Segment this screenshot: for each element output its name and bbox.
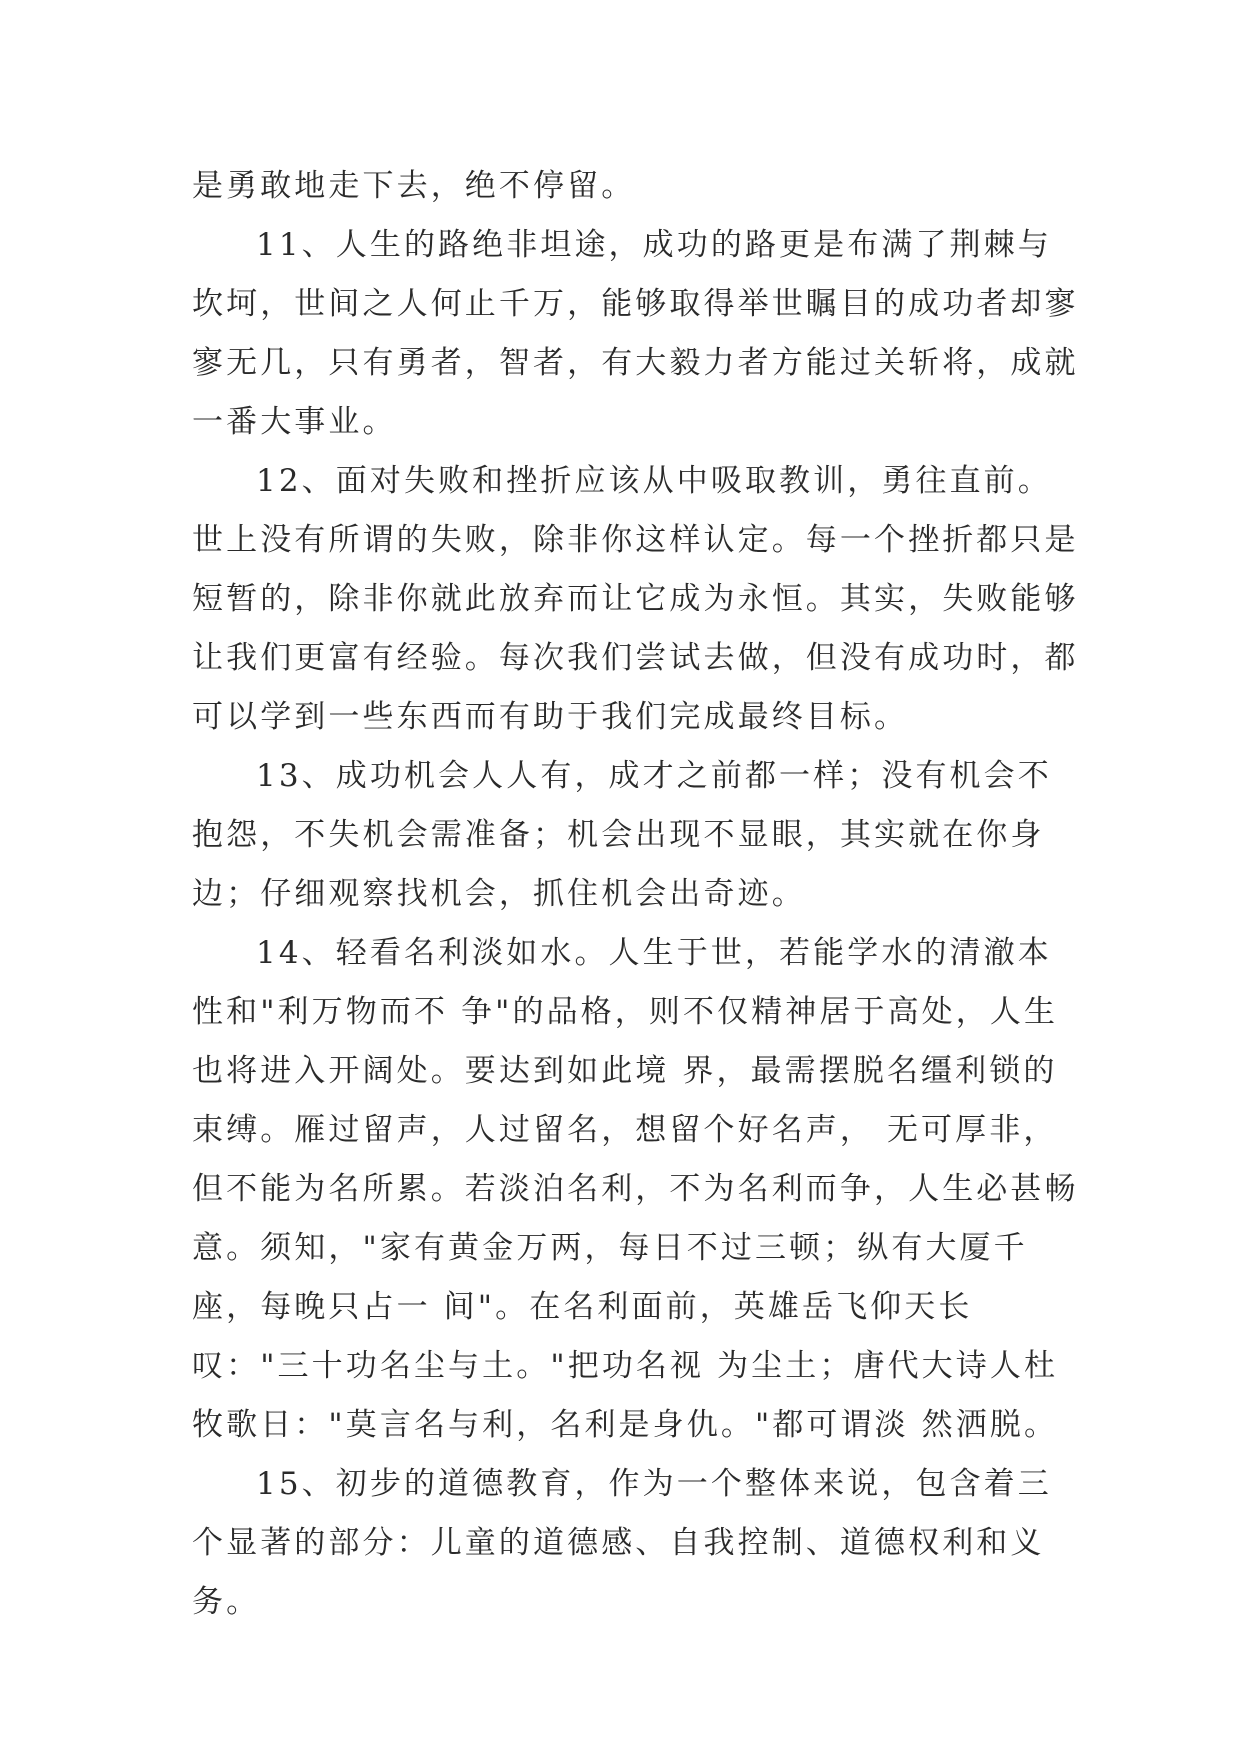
paragraph-12: 12、面对失败和挫折应该从中吸取教训，勇往直前。世上没有所谓的失败，除非你这样认定。每一个挫折都只是短暂的，除非你就此放弃而让它成为永恒。其实，失败能够让我们更富有经验。每次我们尝试去做，但没有成功时，都可以学到一些东西而有助于我们完成最终目标。 — [192, 463, 1079, 735]
paragraph-14: 14、轻看名利淡如水。人生于世，若能学水的清澈本性和"利万物而不 争"的品格，则不仅精神居于高处，人生也将进入开阔处。要达到如此境 界，最需摆脱名缰利锁的束缚。雁过留声，人过留名，想留个好名声， 无可厚非，但不能为名所累。若淡泊名利，不为名利而争，人生必甚畅意。须知，"家有黄金万两，每日不过三顿；纵有大厦千座，每晚只占一 间"。在名利面前，英雄岳飞仰天长叹："三十功名尘与土。"把功名视 为尘土；唐代大诗人杜牧歌日："莫言名与利，名利是身仇。"都可谓淡 然洒脱。 — [192, 935, 1079, 1443]
paragraph-continuation: 是勇敢地走下去，绝不停留。 — [192, 168, 636, 204]
document-page — [192, 157, 1080, 1632]
paragraph-13: 13、成功机会人人有，成才之前都一样；没有机会不抱怨，不失机会需准备；机会出现不显眼，其实就在你身边；仔细观察找机会，抓住机会出奇迹。 — [192, 758, 1052, 912]
paragraph-11: 11、人生的路绝非坦途，成功的路更是布满了荆棘与坎坷，世间之人何止千万，能够取得举世瞩目的成功者却寥寥无几，只有勇者，智者，有大毅力者方能过关斩将，成就一番大事业。 — [192, 227, 1079, 440]
paragraph-15: 15、初步的道德教育，作为一个整体来说，包含着三个显著的部分：儿童的道德感、自我控制、道德权利和义务。 — [192, 1466, 1052, 1620]
